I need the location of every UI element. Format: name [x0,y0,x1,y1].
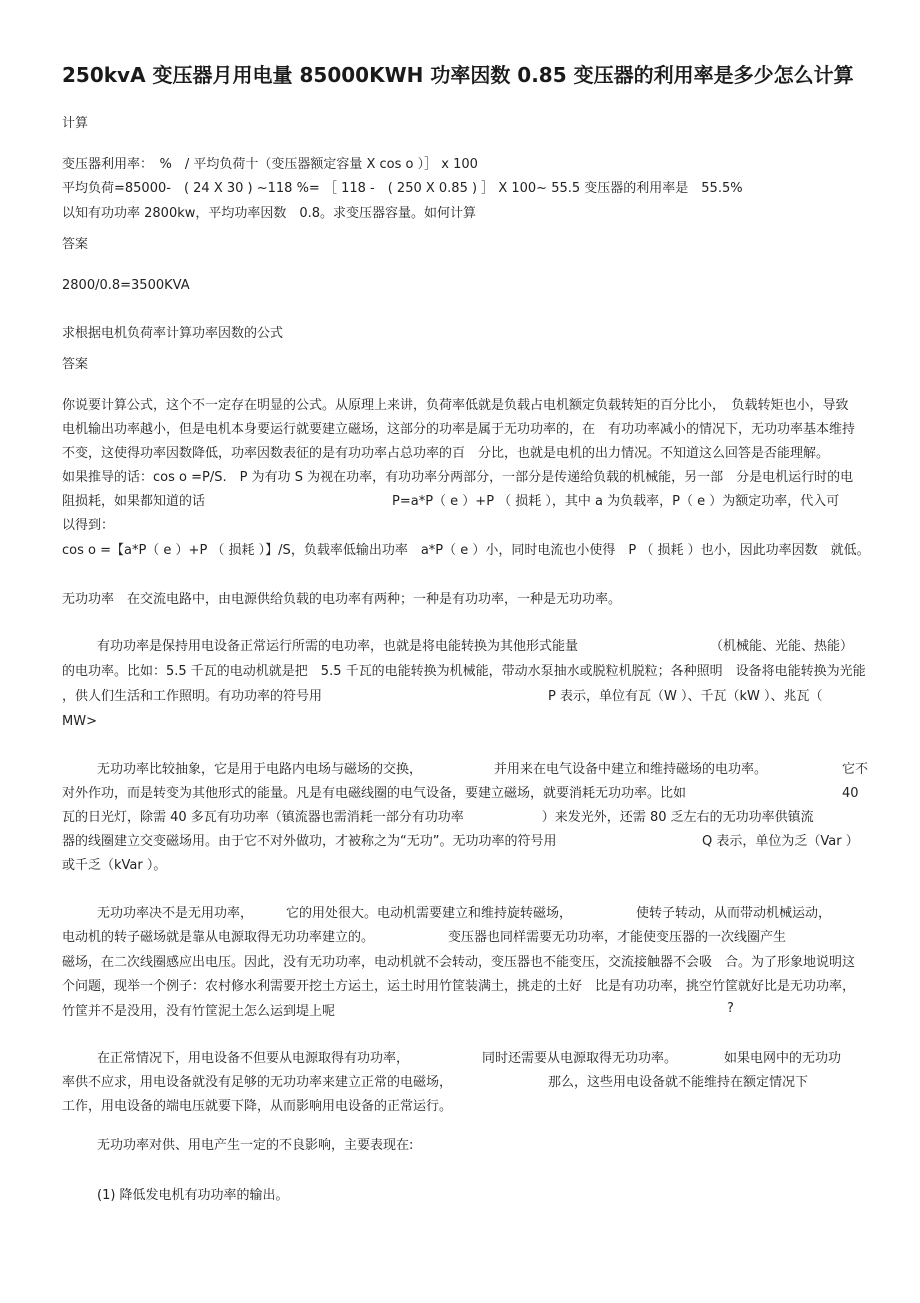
list-item: (1) 降低发电机有功功率的输出。 [97,1188,289,1203]
answer-line: 如果推导的话：cos o =P/S. P 为有功 S 为视在功率，有功功率分两部分，一部分是传递给负载的机械能，另一部 分是电机运行时的电 [62,470,854,485]
paragraph-active-power: MW> [62,714,97,729]
paragraph-active-power: 的电功率。比如：5.5 千瓦的电动机就是把 5.5 千瓦的电能转换为机械能，带动水泵抽水或脱粒机脱粒；各种照明 设备将电能转换为光能 [62,664,866,679]
paragraph-reactive-power: 或千乏（kVar ）。 [62,858,167,873]
paragraph-not-useless: 它的用处很大。电动机需要建立和维持旋转磁场， [286,906,573,921]
paragraph-reactive-power: 无功功率比较抽象，它是用于电路内电场与磁场的交换， [97,762,423,777]
paragraph-active-power: 有功功率是保持用电设备正常运行所需的电功率，也就是将电能转换为其他形式能量 [97,639,579,654]
paragraph-not-useless: 个问题，现举一个例子：农村修水利需要开挖土方运土，运土时用竹筐装满土，挑走的土好 比是有功功率，挑空竹筐就好比是无功功率， [62,979,856,994]
paragraph-active-power: ，供人们生活和工作照明。有功功率的符号用 [62,689,323,704]
paragraph-normal-operation: 如果电网中的无功功 [724,1051,842,1066]
reactive-intro: 无功功率 在交流电路中，由电源供给负载的电功率有两种；一种是有功功率，一种是无功功率。 [62,592,622,607]
paragraph-active-power: （机械能、光能、热能） [710,639,854,654]
document-title: 250kvA 变压器月用电量 85000KWH 功率因数 0.85 变压器的利用率是多少怎么计算 [62,63,854,87]
paragraph-normal-operation: 工作，用电设备的端电压就要下降，从而影响用电设备的正常运行。 [62,1099,453,1114]
answer-line: 不变，这使得功率因数降低，功率因数表征的是有功功率占总功率的百 分比，也就是电机的出力情况。不知道这么回答是否能理解。 [62,446,830,461]
paragraph-not-useless: 无功功率决不是无用功率， [97,906,254,921]
answer-line-formula: P=a*P（ e ）+P （ 损耗 ），其中 a 为负载率，P（ e ）为额定功率，代入可 [392,494,840,509]
paragraph-not-useless: 电动机的转子磁场就是靠从电源取得无功功率建立的。 [62,930,375,945]
paragraph-normal-operation: 同时还需要从电源取得无功功率。 [482,1051,678,1066]
answer-line: 以得到： [62,518,115,533]
paragraph-reactive-power: 它不 [842,762,869,777]
answer-line: 电机输出功率越小，但是电机本身要运行就要建立磁场，这部分的功率是属于无功功率的，在 有功功率减小的情况下，无功功率基本维持 [62,422,856,437]
paragraph-reactive-power: 对外作功，而是转变为其他形式的能量。凡是有电磁线圈的电气设备，要建立磁场，就要消耗无功功率。比如 [62,786,687,801]
formula-utilization: 变压器利用率： % / 平均负荷十（变压器额定容量 X cos o ）］ x 100 [62,157,478,172]
paragraph-adverse-effects: 无功功率对供、用电产生一定的不良影响，主要表现在: [97,1138,414,1153]
paragraph-not-useless: 磁场，在二次线圈感应出电压。因此，没有无功功率，电动机就不会转动，变压器也不能变压，交流接触器不会吸 合。为了形象地说明这 [62,955,856,970]
formula-avg-load: 平均负荷=85000- ( 24 X 30 ) ~118 %= ［ 118 - ( 250 X 0.85 ) ］ X 100~ 55.5 变压器的利用率是 55.5% [62,181,743,196]
paragraph-active-power: P 表示，单位有瓦（W ）、千瓦（kW ）、兆瓦（ [548,689,823,704]
answer-capacity: 2800/0.8=3500KVA [62,278,190,293]
paragraph-reactive-power: 40 [842,786,859,801]
paragraph-not-useless: ? [727,1001,734,1016]
answer-line: cos o =【a*P（ e ）+P （ 损耗 ）】/S，负载率低输出功率 a*P（ e ）小，同时电流也小使得 P （ 损耗 ）也小，因此功率因数 就低。 [62,543,870,558]
paragraph-normal-operation: 率供不应求，用电设备就没有足够的无功功率来建立正常的电磁场， [62,1075,453,1090]
paragraph-reactive-power: 并用来在电气设备中建立和维持磁场的电功率。 [494,762,768,777]
answer-line: 阻损耗，如果都知道的话 [62,494,206,509]
question-capacity: 以知有功功率 2800kw，平均功率因数 0.8。求变压器容量。如何计算 [62,206,477,221]
answer-line: 你说要计算公式，这个不一定存在明显的公式。从原理上来讲，负荷率低就是负载占电机额定负载转矩的百分比小， 负载转矩也小，导致 [62,398,849,413]
paragraph-normal-operation: 那么，这些用电设备就不能维持在额定情况下 [548,1075,809,1090]
paragraph-normal-operation: 在正常情况下，用电设备不但要从电源取得有功功率， [97,1051,410,1066]
paragraph-not-useless: 变压器也同样需要无功功率，才能使变压器的一次线圈产生 [448,930,787,945]
paragraph-reactive-power: 器的线圈建立交变磁场用。由于它不对外做功，才被称之为“无功”。无功功率的符号用 [62,834,557,849]
section-heading-calc: 计算 [62,116,89,131]
paragraph-reactive-power: Q 表示，单位为乏（Var ） [702,834,859,849]
paragraph-reactive-power: 瓦的日光灯，除需 40 多瓦有功功率（镇流器也需消耗一部分有功功率 ）来发光外，还需 80 乏左右的无功功率供镇流 [62,810,814,825]
answer-label: 答案 [62,237,89,252]
paragraph-not-useless: 竹筐并不是没用，没有竹筐泥土怎么运到堤上呢 [62,1004,336,1019]
paragraph-not-useless: 使转子转动，从而带动机械运动， [636,906,832,921]
answer-label: 答案 [62,357,89,372]
question-power-factor: 求根据电机负荷率计算功率因数的公式 [62,326,284,341]
